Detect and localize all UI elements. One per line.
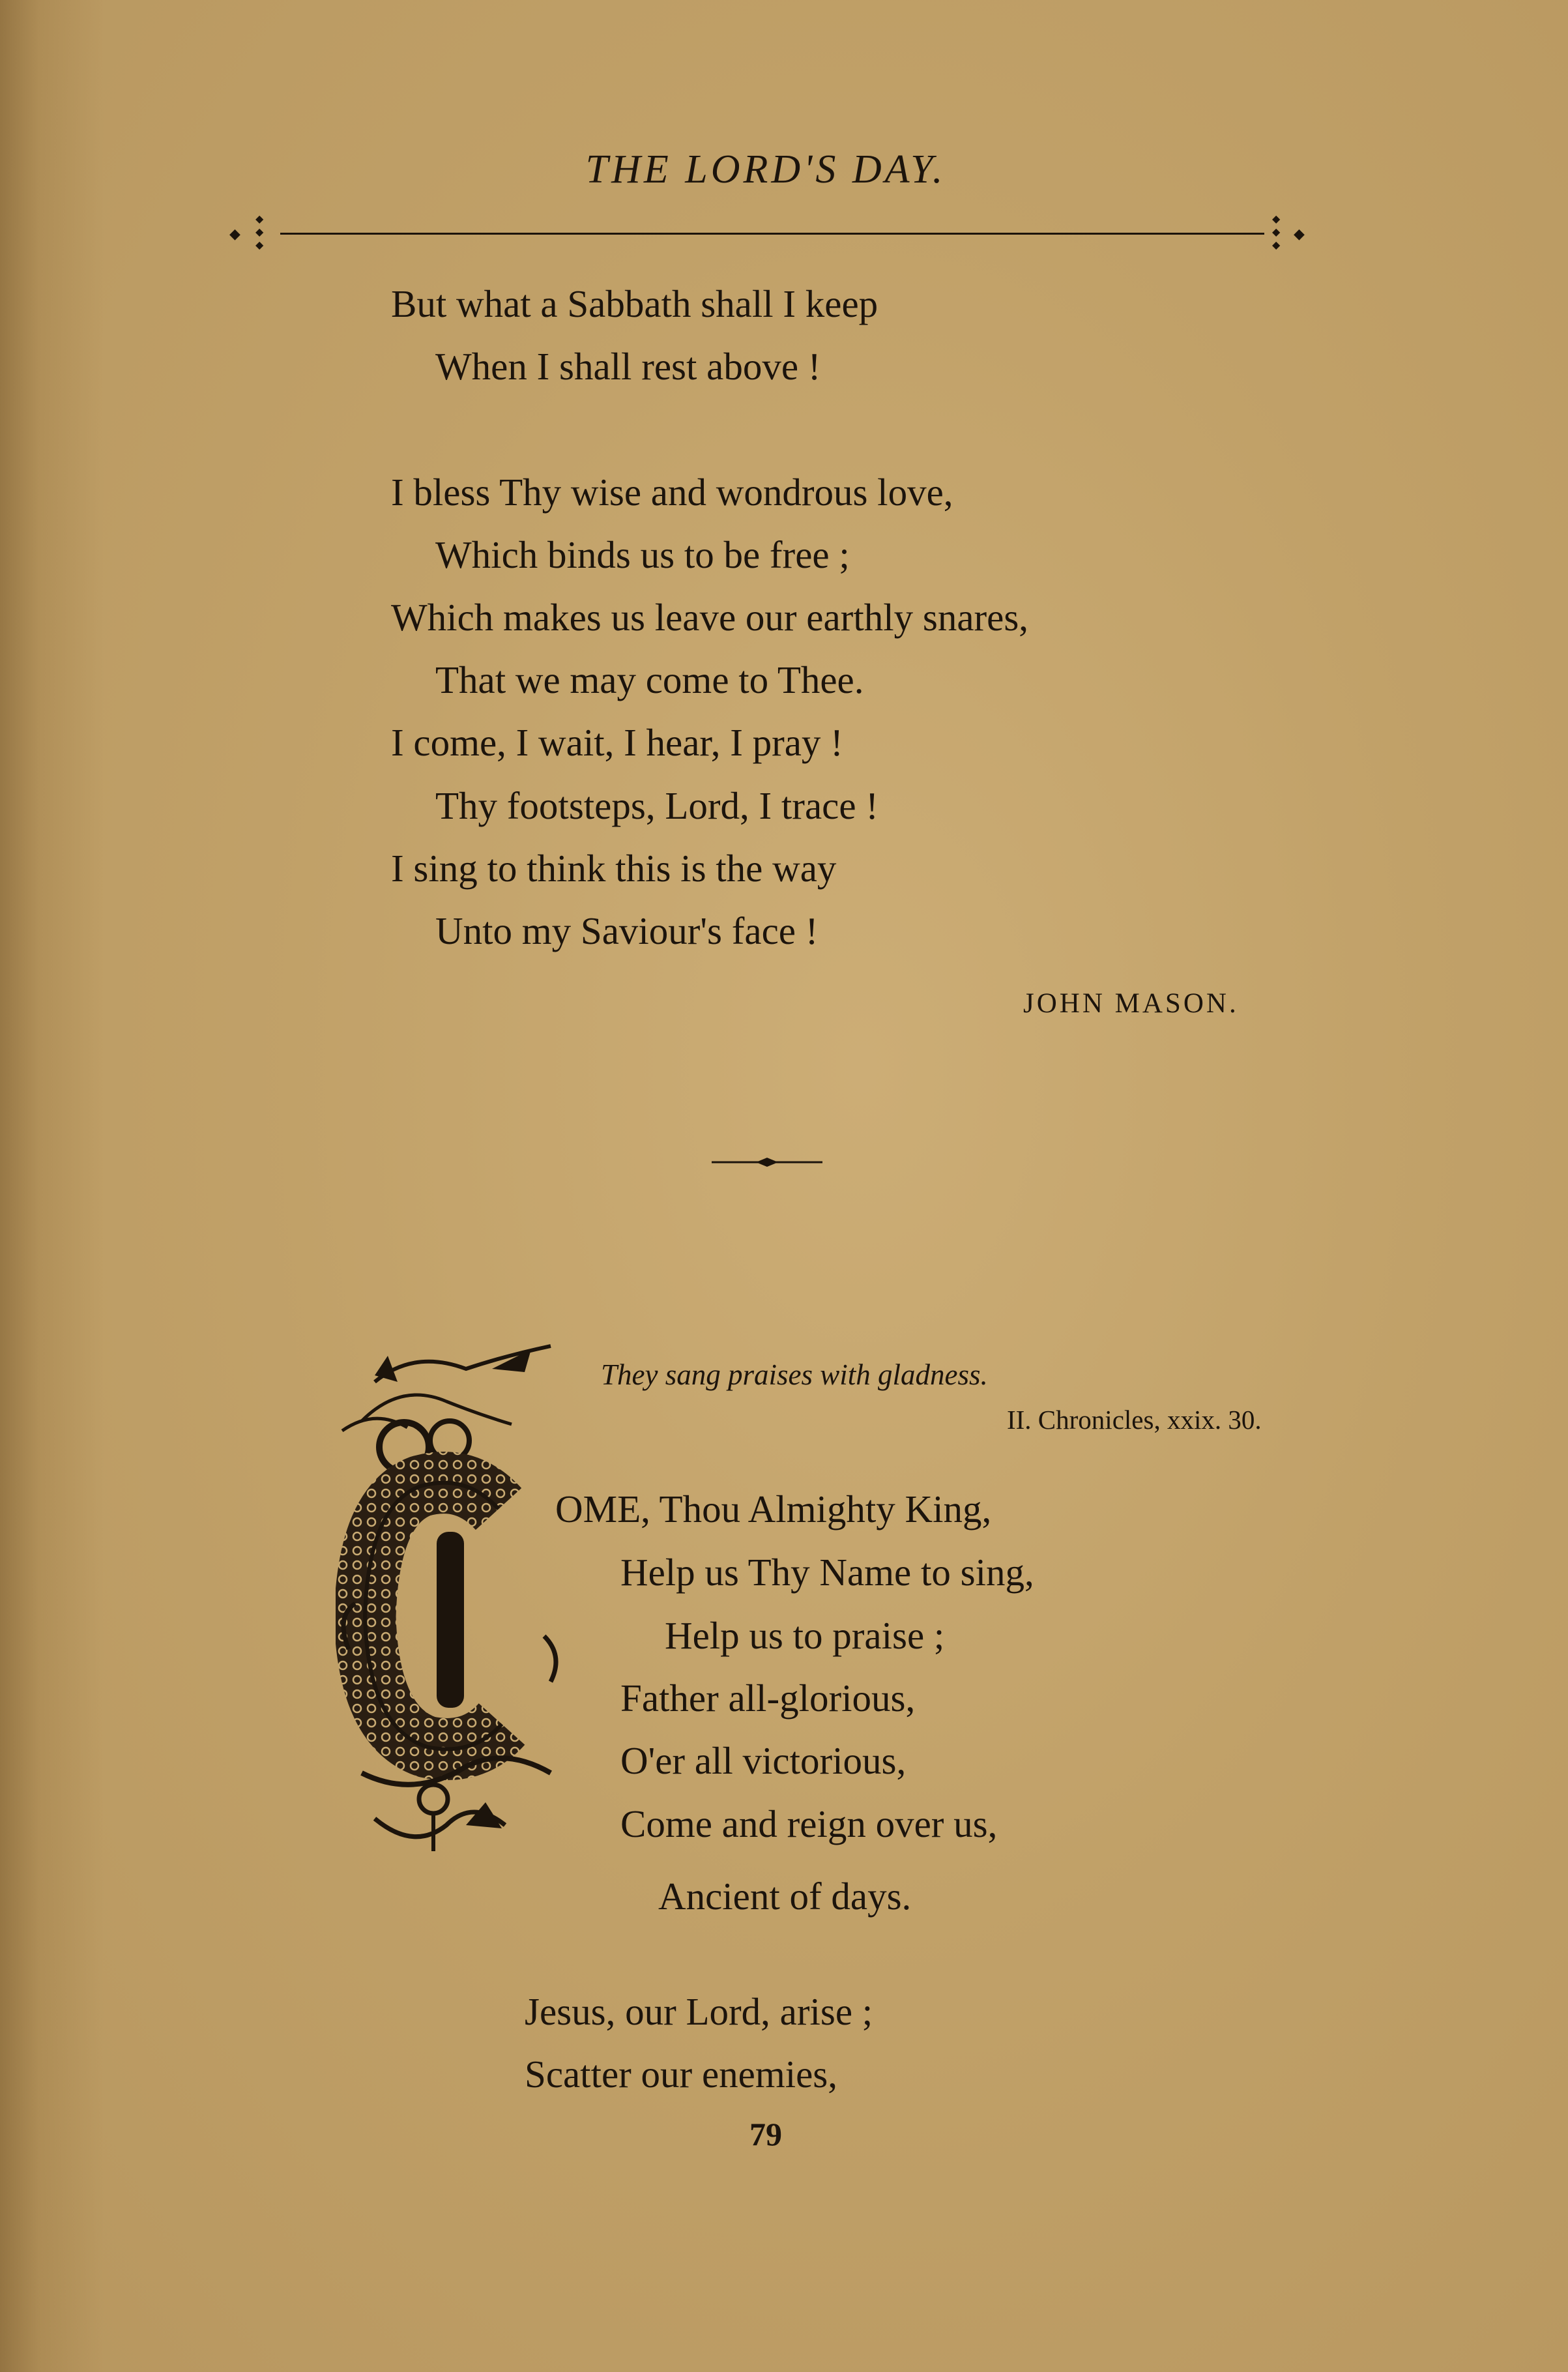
hymn-line: Help us Thy Name to sing,	[620, 1551, 1034, 1594]
epigraph-text: They sang praises with gladness.	[601, 1358, 988, 1391]
poem-line: When I shall rest above !	[435, 345, 821, 388]
poem-line: Thy footsteps, Lord, I trace !	[435, 784, 878, 827]
running-head: THE LORD'S DAY.	[585, 147, 946, 192]
epigraph-reference: II. Chronicles, xxix. 30.	[1007, 1405, 1262, 1435]
poem-line: Unto my Saviour's face !	[435, 909, 819, 952]
page-number: 79	[749, 2116, 782, 2152]
left-diamond-ornament: ◆	[229, 226, 240, 242]
hymn-line: Father all-glorious,	[620, 1677, 916, 1720]
poem-line: I come, I wait, I hear, I pray !	[391, 721, 843, 764]
hymn-line: Help us to praise ;	[665, 1614, 945, 1657]
poem-line: But what a Sabbath shall I keep	[391, 282, 878, 325]
poem-line: I bless Thy wise and wondrous love,	[391, 471, 953, 514]
hymn-line: Come and reign over us,	[620, 1802, 998, 1845]
poem-line: Which makes us leave our earthly snares,	[391, 596, 1029, 639]
section-divider	[712, 1156, 822, 1169]
hymn-line: Ancient of days.	[658, 1875, 912, 1918]
hymn-line: OME, Thou Almighty King,	[555, 1487, 992, 1530]
left-dot-ornament: ◆ ◆ ◆	[255, 214, 264, 251]
poem-line: I sing to think this is the way	[391, 847, 837, 890]
right-dot-ornament: ◆ ◆ ◆	[1272, 214, 1281, 251]
right-diamond-ornament: ◆	[1294, 226, 1305, 242]
poem-line: Which binds us to be free ;	[435, 533, 850, 576]
hymn-line: Scatter our enemies,	[525, 2053, 838, 2096]
decorated-initial-c	[336, 1343, 583, 1864]
poem-line: That we may come to Thee.	[435, 658, 864, 701]
hymn-line: Jesus, our Lord, arise ;	[525, 1990, 873, 2033]
author-attribution: JOHN MASON.	[1023, 988, 1239, 1019]
header-rule	[280, 233, 1264, 235]
hymn-line: O'er all victorious,	[620, 1739, 907, 1782]
